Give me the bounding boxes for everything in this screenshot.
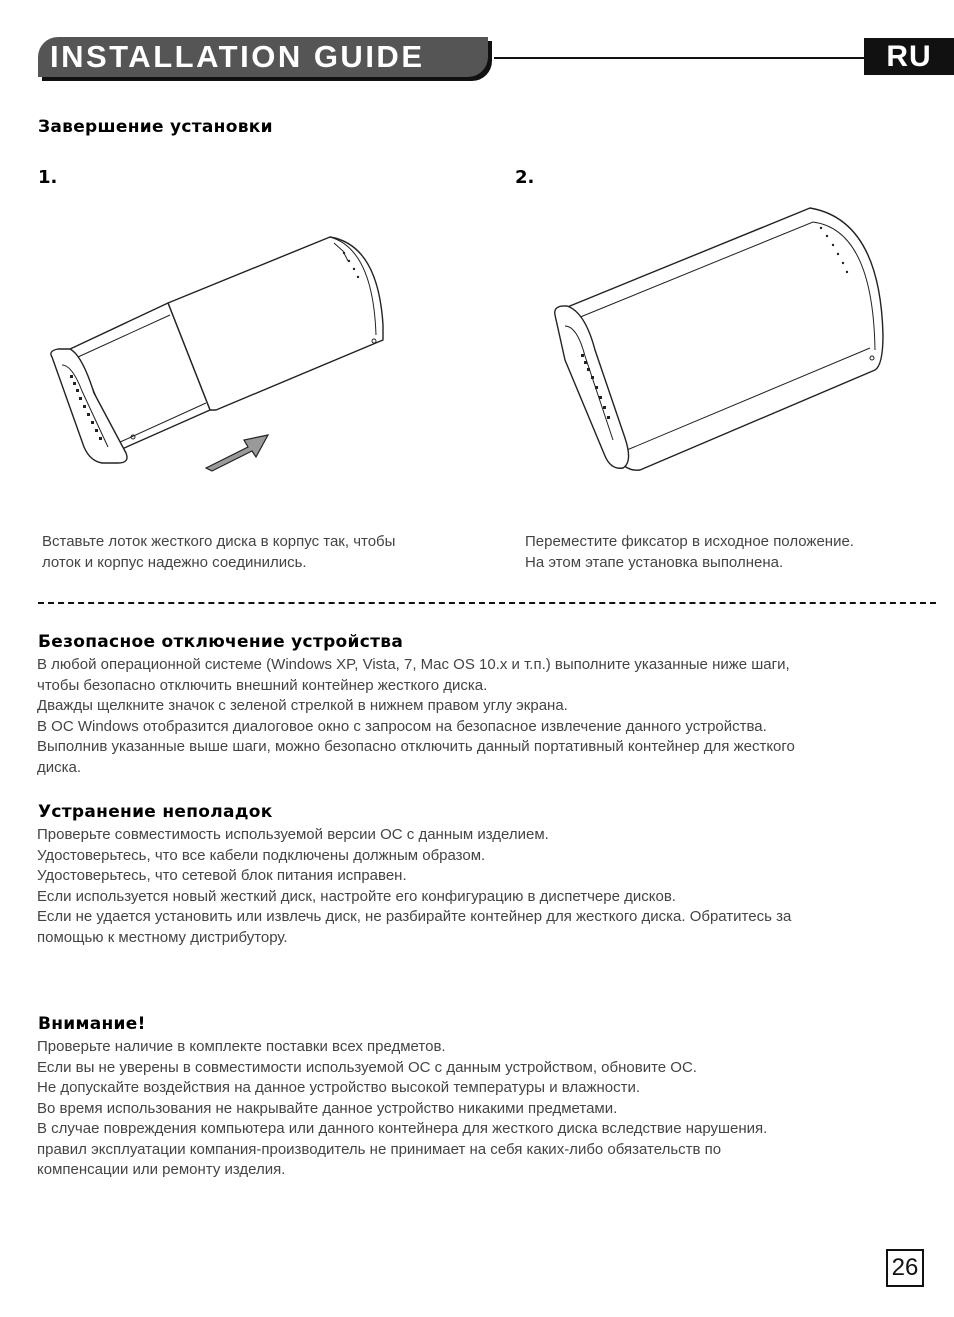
step-1-caption: Вставьте лоток жесткого диска в корпус так, чтобы лоток и корпус надежно соединились. bbox=[42, 533, 396, 571]
section-title-warning: Внимание! bbox=[38, 1014, 146, 1034]
warning-text: Проверьте наличие в комплекте поставки всех предметов. Если вы не уверены в совместимости используемой ОС с данным устройством, обновите ОС. Не допускайте воздействия на данное устройство высокой температуры и влажности. Во время использования не накрывайте данное устройство никакими предметами. В случае повреждения компьютера или данного контейнера для жесткого диска вследствие нарушения. правил эксплуатации компания-производитель не принимает на себя каких-либо обязательств по компенсации или ремонту изделия. bbox=[37, 1038, 768, 1178]
push-arrow-icon bbox=[206, 435, 268, 471]
language-badge: RU bbox=[864, 38, 954, 75]
step-2-caption: Переместите фиксатор в исходное положение. На этом этапе установка выполнена. bbox=[525, 533, 854, 571]
page-title: INSTALLATION GUIDE bbox=[50, 39, 425, 74]
troubleshooting-text: Проверьте совместимость используемой версии ОС с данным изделием. Удостоверьтесь, что все кабели подключены должным образом. Удостоверьтесь, что сетевой блок питания исправен. Если используется новый жесткий диск, настройте его конфигурацию в диспетчере дисков. Если не удается установить или извлечь диск, не разбирайте контейнер для жесткого диска. Обратитесь за помощью к местному дистрибутору. bbox=[37, 826, 792, 946]
section-title-safe-removal: Безопасное отключение устройства bbox=[38, 632, 404, 652]
section-divider bbox=[38, 602, 936, 604]
illustration-insert-tray bbox=[38, 225, 398, 485]
step-2-number: 2. bbox=[515, 167, 535, 188]
page-number: 26 bbox=[886, 1249, 924, 1287]
header-rule bbox=[494, 57, 864, 59]
section-title-troubleshooting: Устранение неполадок bbox=[38, 802, 273, 822]
section-title-finish: Завершение установки bbox=[38, 117, 273, 137]
illustration-closed-enclosure bbox=[545, 200, 895, 480]
safe-removal-text: В любой операционной системе (Windows XP, Vista, 7, Mac OS 10.x и т.п.) выполните указанные ниже шаги, чтобы безопасно отключить внешний контейнер жесткого диска. Дважды щелкните значок с зеленой стрелкой в нижнем правом углу экрана. В ОС Windows отобразится диалоговое окно с запросом на безопасное извлечение данного устройства. Выполнив указанные выше шаги, можно безопасно отключить данный портативный контейнер для жесткого диска. bbox=[37, 656, 795, 776]
step-1-number: 1. bbox=[38, 167, 58, 188]
